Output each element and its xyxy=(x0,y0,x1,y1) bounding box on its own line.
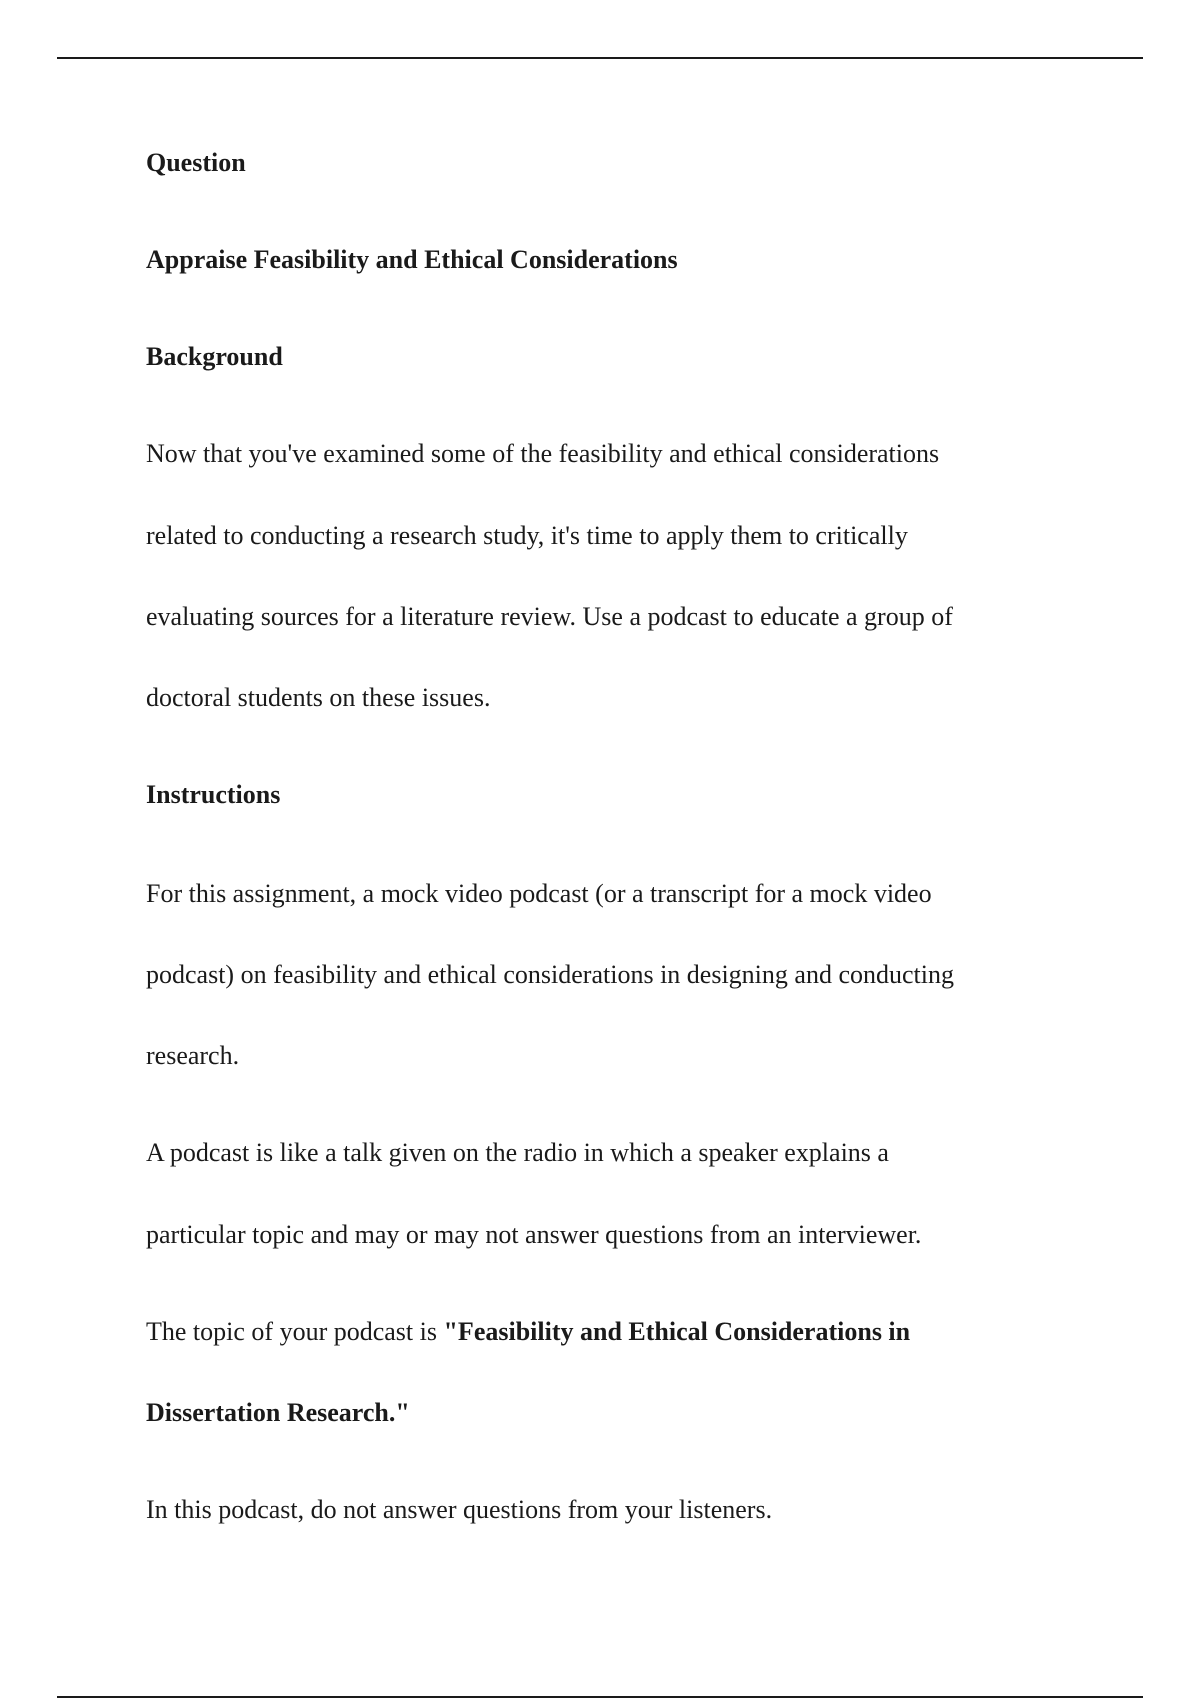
topic-prefix: The topic of your podcast is xyxy=(146,1317,444,1346)
bottom-rule xyxy=(57,1696,1143,1698)
background-line-4: doctoral students on these issues. xyxy=(146,683,491,712)
topic-title-part-2: Dissertation Research." xyxy=(146,1398,410,1427)
podcast-line-1: A podcast is like a talk given on the radio in which a speaker explains a xyxy=(146,1138,889,1167)
background-line-1: Now that you've examined some of the feasibility and ethical considerations xyxy=(146,439,940,468)
heading-question: Question xyxy=(146,148,246,177)
final-line: In this podcast, do not answer questions from your listeners. xyxy=(146,1495,773,1524)
instructions-line-1: For this assignment, a mock video podcast (or a transcript for a mock video xyxy=(146,879,932,908)
top-rule xyxy=(57,57,1143,59)
podcast-line-2: particular topic and may or may not answer questions from an interviewer. xyxy=(146,1220,922,1249)
heading-instructions: Instructions xyxy=(146,780,281,809)
background-line-2: related to conducting a research study, it's time to apply them to critically xyxy=(146,521,908,550)
heading-title: Appraise Feasibility and Ethical Considerations xyxy=(146,245,678,274)
heading-background: Background xyxy=(146,342,283,371)
topic-line-1 xyxy=(146,1317,910,1347)
background-line-3: evaluating sources for a literature review. Use a podcast to educate a group of xyxy=(146,602,953,631)
topic-title-part-1: "Feasibility and Ethical Considerations in xyxy=(443,1317,911,1346)
instructions-line-3: research. xyxy=(146,1041,240,1070)
instructions-line-2: podcast) on feasibility and ethical considerations in designing and conducting xyxy=(146,960,954,989)
